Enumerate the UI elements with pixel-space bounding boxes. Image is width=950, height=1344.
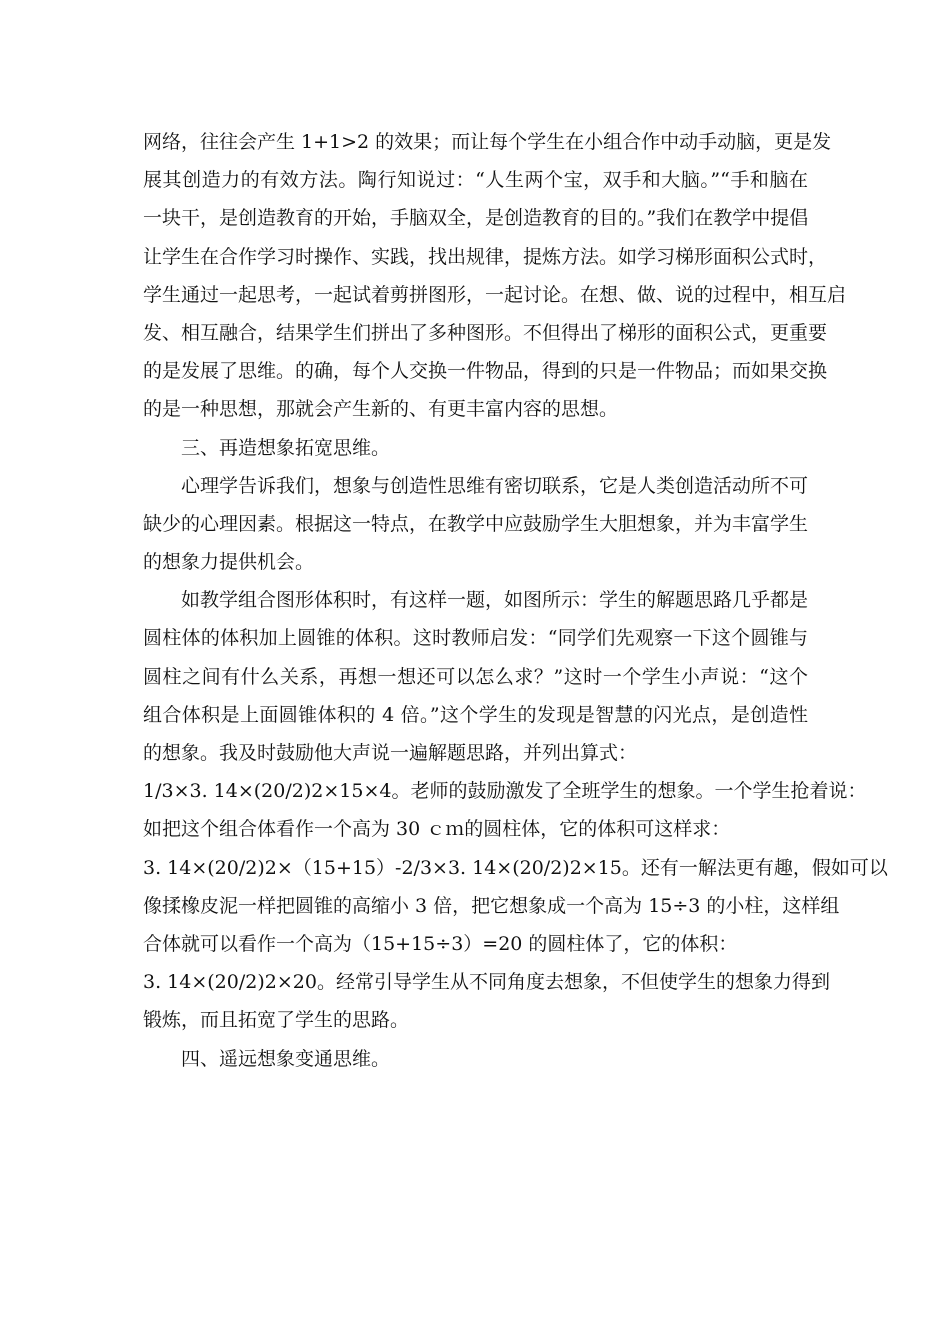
- paragraph-line: 组合体积是上面圆锥体积的 4 倍。”这个学生的发现是智慧的闪光点，是创造性: [143, 703, 808, 726]
- paragraph-line: 心理学告诉我们，想象与创造性思维有密切联系，它是人类创造活动所不可: [181, 474, 809, 497]
- paragraph-line: 让学生在合作学习时操作、实践，找出规律，提炼方法。如学习梯形面积公式时，: [143, 245, 828, 268]
- paragraph-line: 的是一种思想，那就会产生新的、有更丰富内容的思想。: [143, 398, 619, 421]
- section-heading: 四、遥远想象变通思维。: [181, 1047, 391, 1070]
- paragraph-line: 3. 14×(20/2)2×20。经常引导学生从不同角度去想象，不但使学生的想象力得到: [143, 971, 830, 994]
- section-heading: 三、再造想象拓宽思维。: [181, 436, 391, 459]
- paragraph-line: 1/3×3. 14×(20/2)2×15×4。老师的鼓励激发了全班学生的想象。一个学生抢着说：: [143, 780, 867, 803]
- paragraph-line: 圆柱体的体积加上圆锥的体积。这时教师启发：“同学们先观察一下这个圆锥与: [143, 627, 808, 650]
- paragraph-line: 如教学组合图形体积时，有这样一题，如图所示：学生的解题思路几乎都是: [181, 589, 809, 612]
- paragraph-line: 缺少的心理因素。根据这一特点，在教学中应鼓励学生大胆想象，并为丰富学生: [143, 512, 809, 535]
- paragraph-line: 展其创造力的有效方法。陶行知说过：“人生两个宝，双手和大脑。”“手和脑在: [143, 169, 808, 192]
- paragraph-line: 网络，往往会产生 1+1>2 的效果；而让每个学生在小组合作中动手动脑，更是发: [143, 131, 832, 153]
- paragraph-line: 锻炼，而且拓宽了学生的思路。: [143, 1009, 410, 1032]
- paragraph-line: 圆柱之间有什么关系，再想一想还可以怎么求？”这时一个学生小声说：“这个: [143, 665, 808, 688]
- paragraph-line: 3. 14×(20/2)2×（15+15）-2/3×3. 14×(20/2)2×15。还有一解法更有趣，假如可以: [143, 856, 888, 879]
- paragraph-line: 的想象力提供机会。: [143, 551, 315, 574]
- paragraph-line: 合体就可以看作一个高为（15+15÷3）=20 的圆柱体了，它的体积：: [143, 932, 738, 955]
- paragraph-line: 的想象。我及时鼓励他大声说一遍解题思路，并列出算式：: [143, 742, 638, 764]
- paragraph-line: 如把这个组合体看作一个高为 30 ｃｍ的圆柱体，它的体积可这样求：: [143, 818, 731, 841]
- paragraph-line: 像揉橡皮泥一样把圆锥的高缩小 3 倍，把它想象成一个高为 15÷3 的小柱，这样组: [143, 894, 840, 917]
- document-page: [143, 123, 888, 1078]
- paragraph-line: 的是发展了思维。的确，每个人交换一件物品，得到的只是一件物品；而如果交换: [143, 360, 828, 383]
- paragraph-line: 学生通过一起思考，一起试着剪拼图形，一起讨论。在想、做、说的过程中，相互启: [143, 283, 847, 306]
- paragraph-line: 发、相互融合，结果学生们拼出了多种图形。不但得出了梯形的面积公式，更重要: [143, 321, 828, 344]
- paragraph-line: 一块干，是创造教育的开始，手脑双全，是创造教育的目的。”我们在教学中提倡: [143, 207, 809, 230]
